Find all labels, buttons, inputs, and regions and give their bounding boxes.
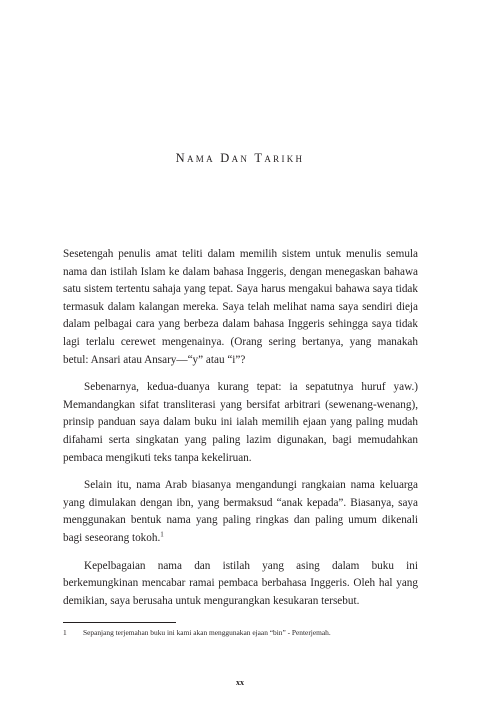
paragraph-2: Sebenarnya, kedua-duanya kurang tepat: ia sepatutnya huruf yaw.) Memandangkan sifat transliterasi yang bersifat arbitrari (sewenang-wenang), prinsip panduan saya dalam buku ini ialah memilih ejaan yang paling mudah difahami serta singkatan yang paling lazim digunakan, bagi memudahkan pembaca mengikuti teks tanpa kekeliruan. (63, 381, 418, 464)
footnote-number: 1 (63, 628, 67, 637)
footnote-divider (63, 622, 176, 623)
body-text (63, 246, 418, 620)
footnote-marker: 1 (160, 530, 164, 539)
paragraph-3 (63, 477, 418, 547)
footnote-text: Sepanjang terjemahan buku ini kami akan menggunakan ejaan “bin” - Penterjemah. (83, 628, 331, 637)
paragraph-3-text: Selain itu, nama Arab biasanya mengandungi rangkaian nama keluarga yang dimulakan dengan ibn, yang bermaksud “anak kepada”. Biasanya, saya menggunakan bentuk nama yang paling ringkas dan paling umum dikenali bagi seseorang tokoh. (63, 479, 418, 544)
paragraph-4: Kepelbagaian nama dan istilah yang asing dalam buku ini berkemungkinan mencabar ramai pembaca berbahasa Inggeris. Oleh hal yang demikian, saya berusaha untuk mengurangkan kesukaran tersebut. (63, 559, 418, 607)
page-number: xx (236, 678, 244, 687)
paragraph-1: Sesetengah penulis amat teliti dalam memilih sistem untuk menulis semula nama dan istilah Islam ke dalam bahasa Inggeris, dengan menegaskan bahawa satu sistem tertentu sahaja yang tepat. Saya harus mengakui bahawa saya tidak termasuk dalam kalangan mereka. Saya telah melihat nama saya sendiri dieja dalam pelbagai cara yang berbeza dalam bahasa Inggeris sehingga saya tidak lagi terlalu cerewet mengenainya. (Orang sering bertanya, yang manakah betul: Ansari atau Ansary—“y” atau “i”? (63, 248, 418, 366)
chapter-title: Nama Dan Tarikh (175, 151, 305, 165)
footnote (63, 628, 423, 638)
